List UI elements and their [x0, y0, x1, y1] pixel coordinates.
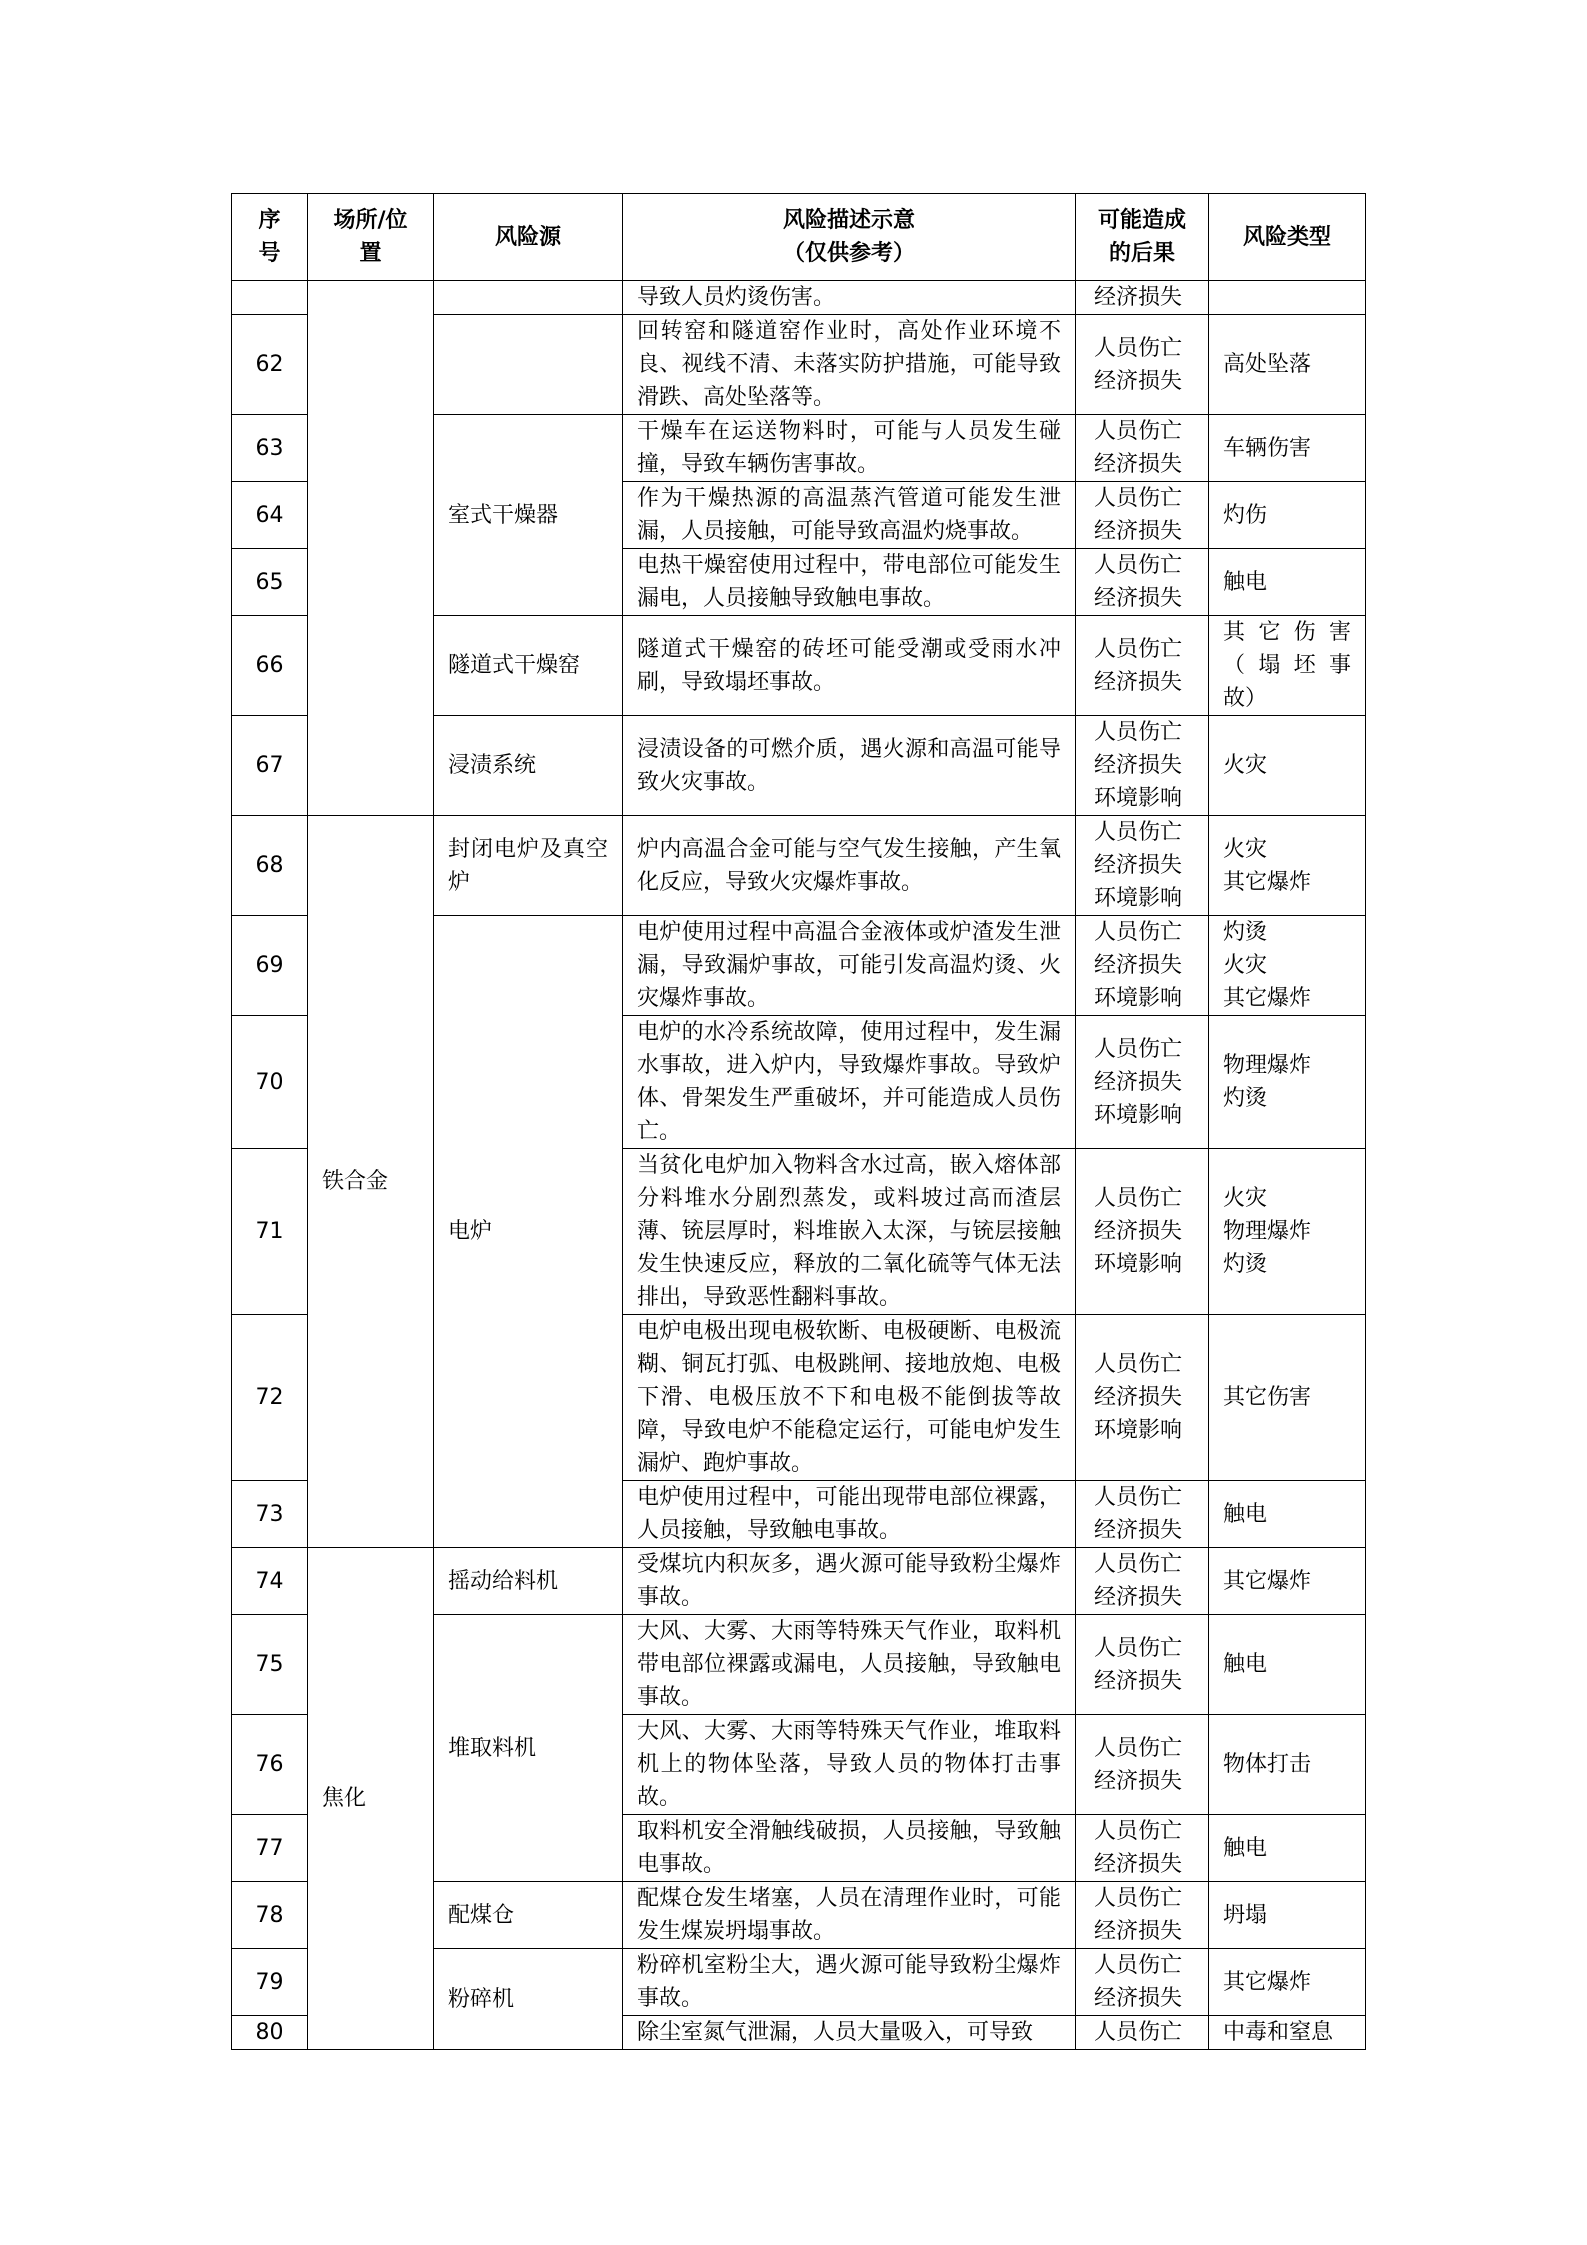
consequence-cell: 人员伤亡 经济损失 [1076, 1815, 1209, 1882]
risk-type-cell: 火灾 物理爆炸 灼烫 [1209, 1149, 1366, 1315]
consequence-cell: 人员伤亡 经济损失 环境影响 [1076, 716, 1209, 816]
row-number: 71 [232, 1149, 308, 1315]
risk-type-cell: 触电 [1209, 1615, 1366, 1715]
risk-description: 大风、大雾、大雨等特殊天气作业，堆取料机上的物体坠落，导致人员的物体打击事故。 [623, 1715, 1076, 1815]
row-number: 69 [232, 916, 308, 1016]
consequence-cell: 人员伤亡 经济损失 [1076, 616, 1209, 716]
risk-description: 粉碎机室粉尘大，遇火源可能导致粉尘爆炸事故。 [623, 1949, 1076, 2016]
risk-type-cell: 触电 [1209, 549, 1366, 616]
consequence-cell: 人员伤亡 经济损失 [1076, 1548, 1209, 1615]
row-number: 65 [232, 549, 308, 616]
source-cell: 隧道式干燥窑 [434, 616, 623, 716]
consequence-cell: 人员伤亡 经济损失 [1076, 482, 1209, 549]
risk-description: 当贫化电炉加入物料含水过高，嵌入熔体部分料堆水分剧烈蒸发，或料坡过高而渣层薄、铳层厚时，料堆嵌入太深，与铳层接触发生快速反应，释放的二氧化硫等气体无法排出，导致恶性翻料事故。 [623, 1149, 1076, 1315]
risk-description: 配煤仓发生堵塞，人员在清理作业时，可能发生煤炭坍塌事故。 [623, 1882, 1076, 1949]
row-number: 77 [232, 1815, 308, 1882]
risk-type-cell: 物理爆炸 灼烫 [1209, 1016, 1366, 1149]
risk-description: 电炉电极出现电极软断、电极硬断、电极流糊、铜瓦打弧、电极跳闸、接地放炮、电极下滑、电极压放不下和电极不能倒拔等故障，导致电炉不能稳定运行，可能电炉发生漏炉、跑炉事故。 [623, 1315, 1076, 1481]
consequence-cell: 人员伤亡 经济损失 环境影响 [1076, 1016, 1209, 1149]
risk-description: 电炉使用过程中高温合金液体或炉渣发生泄漏，导致漏炉事故，可能引发高温灼烫、火灾爆炸事故。 [623, 916, 1076, 1016]
risk-type-cell: 火灾 [1209, 716, 1366, 816]
risk-type-cell: 触电 [1209, 1481, 1366, 1548]
risk-type-cell: 灼伤 [1209, 482, 1366, 549]
row-number: 68 [232, 816, 308, 916]
risk-description: 受煤坑内积灰多，遇火源可能导致粉尘爆炸事故。 [623, 1548, 1076, 1615]
row-number: 78 [232, 1882, 308, 1949]
risk-description: 隧道式干燥窑的砖坯可能受潮或受雨水冲刷，导致塌坯事故。 [623, 616, 1076, 716]
consequence-cell: 人员伤亡 经济损失 环境影响 [1076, 816, 1209, 916]
consequence-cell: 经济损失 [1076, 281, 1209, 315]
consequence-cell: 人员伤亡 经济损失 [1076, 1949, 1209, 2016]
row-number: 76 [232, 1715, 308, 1815]
risk-description: 作为干燥热源的高温蒸汽管道可能发生泄漏，人员接触，可能导致高温灼烧事故。 [623, 482, 1076, 549]
consequence-cell: 人员伤亡 经济损失 [1076, 1882, 1209, 1949]
risk-type-cell: 中毒和窒息 [1209, 2016, 1366, 2050]
risk-type-cell [1209, 281, 1366, 315]
risk-type-cell: 物体打击 [1209, 1715, 1366, 1815]
source-cell [434, 315, 623, 415]
row-number: 63 [232, 415, 308, 482]
risk-description: 导致人员灼烫伤害。 [623, 281, 1076, 315]
source-cell [434, 281, 623, 315]
risk-description: 大风、大雾、大雨等特殊天气作业，取料机带电部位裸露或漏电，人员接触，导致触电事故。 [623, 1615, 1076, 1715]
risk-description: 电炉的水冷系统故障，使用过程中，发生漏水事故，进入炉内，导致爆炸事故。导致炉体、骨架发生严重破坏，并可能造成人员伤亡。 [623, 1016, 1076, 1149]
place-cell [308, 281, 434, 816]
risk-table [231, 193, 1366, 2050]
risk-description: 干燥车在运送物料时，可能与人员发生碰撞，导致车辆伤害事故。 [623, 415, 1076, 482]
place-cell: 铁合金 [308, 816, 434, 1548]
risk-description: 取料机安全滑触线破损，人员接触，导致触电事故。 [623, 1815, 1076, 1882]
consequence-cell: 人员伤亡 经济损失 [1076, 1715, 1209, 1815]
risk-type-cell: 其它爆炸 [1209, 1949, 1366, 2016]
risk-description: 回转窑和隧道窑作业时，高处作业环境不良、视线不清、未落实防护措施，可能导致滑跌、高处坠落等。 [623, 315, 1076, 415]
consequence-cell: 人员伤亡 经济损失 [1076, 1615, 1209, 1715]
row-number: 67 [232, 716, 308, 816]
consequence-cell: 人员伤亡 经济损失 [1076, 1481, 1209, 1548]
header-consequence: 可能造成 的后果 [1076, 194, 1209, 281]
risk-type-cell: 其它伤害 （塌坯事 故） [1209, 616, 1366, 716]
row-number [232, 281, 308, 315]
table-row [232, 281, 1366, 315]
risk-type-cell: 灼烫 火灾 其它爆炸 [1209, 916, 1366, 1016]
row-number: 62 [232, 315, 308, 415]
risk-description: 电热干燥窑使用过程中，带电部位可能发生漏电，人员接触导致触电事故。 [623, 549, 1076, 616]
row-number: 74 [232, 1548, 308, 1615]
table-row [232, 816, 1366, 916]
risk-description: 电炉使用过程中，可能出现带电部位裸露，人员接触，导致触电事故。 [623, 1481, 1076, 1548]
risk-type-cell: 高处坠落 [1209, 315, 1366, 415]
risk-type-cell: 其它爆炸 [1209, 1548, 1366, 1615]
row-number: 64 [232, 482, 308, 549]
row-number: 70 [232, 1016, 308, 1149]
risk-type-cell: 车辆伤害 [1209, 415, 1366, 482]
consequence-cell: 人员伤亡 经济损失 [1076, 415, 1209, 482]
row-number: 80 [232, 2016, 308, 2050]
header-risk-type: 风险类型 [1209, 194, 1366, 281]
header-description: 风险描述示意 （仅供参考） [623, 194, 1076, 281]
consequence-cell: 人员伤亡 [1076, 2016, 1209, 2050]
source-cell: 电炉 [434, 916, 623, 1548]
consequence-cell: 人员伤亡 经济损失 [1076, 549, 1209, 616]
header-place: 场所/位 置 [308, 194, 434, 281]
consequence-cell: 人员伤亡 经济损失 [1076, 315, 1209, 415]
row-number: 75 [232, 1615, 308, 1715]
row-number: 79 [232, 1949, 308, 2016]
row-number: 73 [232, 1481, 308, 1548]
risk-description: 除尘室氮气泄漏，人员大量吸入，可导致 [623, 2016, 1076, 2050]
source-cell: 封闭电炉及真空炉 [434, 816, 623, 916]
risk-description: 浸渍设备的可燃介质，遇火源和高温可能导致火灾事故。 [623, 716, 1076, 816]
source-cell: 浸渍系统 [434, 716, 623, 816]
source-cell: 室式干燥器 [434, 415, 623, 616]
table-row [232, 1548, 1366, 1615]
row-number: 72 [232, 1315, 308, 1481]
risk-type-cell: 其它伤害 [1209, 1315, 1366, 1481]
header-source: 风险源 [434, 194, 623, 281]
source-cell: 摇动给料机 [434, 1548, 623, 1615]
header-row [232, 194, 1366, 281]
risk-type-cell: 火灾 其它爆炸 [1209, 816, 1366, 916]
source-cell: 堆取料机 [434, 1615, 623, 1882]
risk-type-cell: 坍塌 [1209, 1882, 1366, 1949]
consequence-cell: 人员伤亡 经济损失 环境影响 [1076, 916, 1209, 1016]
header-no: 序 号 [232, 194, 308, 281]
place-cell: 焦化 [308, 1548, 434, 2050]
source-cell: 粉碎机 [434, 1949, 623, 2050]
risk-type-cell: 触电 [1209, 1815, 1366, 1882]
consequence-cell: 人员伤亡 经济损失 环境影响 [1076, 1149, 1209, 1315]
source-cell: 配煤仓 [434, 1882, 623, 1949]
risk-description: 炉内高温合金可能与空气发生接触，产生氧化反应，导致火灾爆炸事故。 [623, 816, 1076, 916]
row-number: 66 [232, 616, 308, 716]
consequence-cell: 人员伤亡 经济损失 环境影响 [1076, 1315, 1209, 1481]
